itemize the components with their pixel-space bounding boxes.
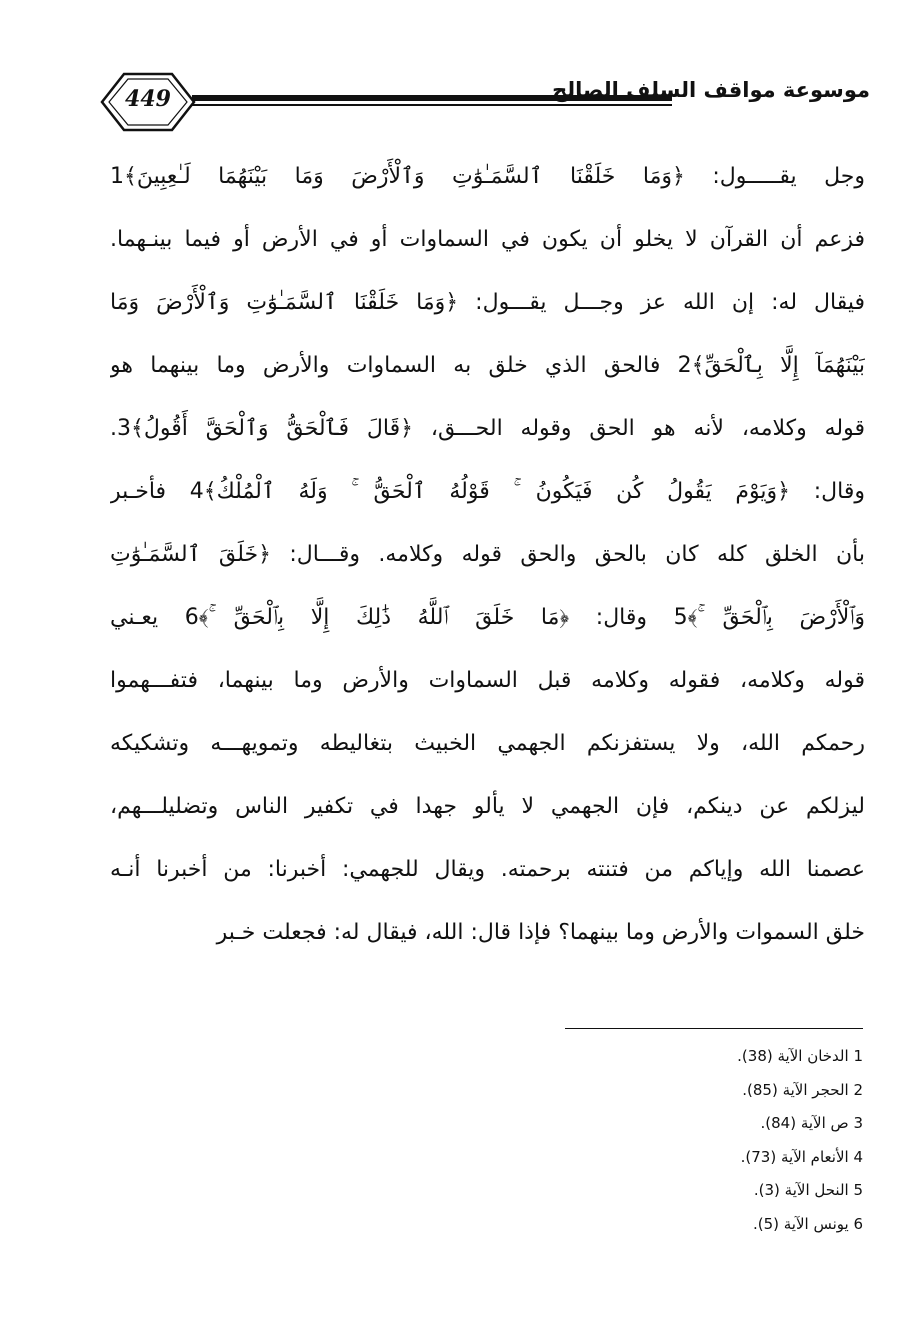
footnote-item: 2 الحجر الآية (85). [742,1080,863,1099]
footnotes [520,1040,863,1241]
text-line: بَيْنَهُمَآ إِلَّا بِٱلْحَقِّ﴾2 فالحق الذي خلق به السماوات والأرض وما بينهما هو [110,353,865,378]
text-line: فيقال له: إن الله عز وجـــل يقـــول: ﴿وَمَا خَلَقْنَا ٱلسَّمَـٰوَٰتِ وَٱلْأَرْضَ وَمَا [110,290,865,315]
footnote-item: 5 النحل الآية (3). [753,1181,863,1199]
text-line: خلق السموات والأرض وما بينهما؟ فإذا قال: الله، فيقال له: فجعلت خـبر [216,920,865,945]
text-line: فزعم أن القرآن لا يخلو أن يكون في السماوات أو في الأرض أو فيما بينـهما. [110,227,865,252]
page-number-badge [100,72,196,132]
text-line: رحمكم الله، ولا يستفزنكم الجهمي الخبيث بتغاليطه وتمويهـــه وتشكيكه [110,731,865,756]
header-rule-thin [192,104,672,106]
book-title: موسوعة مواقف السلف الصالح [552,78,870,102]
text-line: عصمنا الله وإياكم من فتنته برحمته. ويقال للجهمي: أخبرنا: من أخبرنا أنـه [110,857,865,882]
text-line: بأن الخلق كله كان بالحق والحق قوله وكلامه. وقـــال: ﴿خَلَقَ ٱلسَّمَـٰوَٰتِ [110,542,865,567]
text-line: وَٱلْأَرْضَ بِٱلْحَقِّ ۚ﴾5 وقال: ﴿مَا خَلَقَ ٱللَّهُ ذَٰلِكَ إِلَّا بِٱلْحَقِّ ۚ﴾6 يعـني [110,605,865,630]
text-line: وجل يقـــــول: ﴿وَمَا خَلَقْنَا ٱلسَّمَـٰوَٰتِ وَٱلْأَرْضَ وَمَا بَيْنَهُمَا لَـٰعِبِينَ﴾1 [110,164,865,189]
text-line: ليزلكم عن دينكم، فإن الجهمي لا يألو جهدا في تكفير الناس وتضليلـــهم، [110,794,865,819]
footnote-item: 6 يونس الآية (5). [752,1214,863,1233]
text-line: قوله وكلامه، فقوله وكلامه قبل السماوات والأرض وما بينهما، فتفـــهموا [110,668,865,693]
page-header [100,72,870,132]
footnote-item: 1 الدخان الآية (38). [737,1047,863,1065]
footnote-item: 4 الأنعام الآية (73). [740,1147,863,1166]
footnote-divider [565,1028,863,1029]
text-line: قوله وكلامه، لأنه هو الحق وقوله الحـــق، ﴿قَالَ فَٱلْحَقُّ وَٱلْحَقَّ أَقُولُ﴾3. [110,416,865,441]
main-text [110,145,865,964]
text-line: وقال: ﴿وَيَوْمَ يَقُولُ كُن فَيَكُونُ ۚ قَوْلُهُ ٱلْحَقُّ ۚ وَلَهُ ٱلْمُلْكُ﴾4 فأخـبر [110,479,865,504]
footnote-item: 3 ص الآية (84). [760,1114,863,1132]
page-number: 449 [125,86,171,112]
